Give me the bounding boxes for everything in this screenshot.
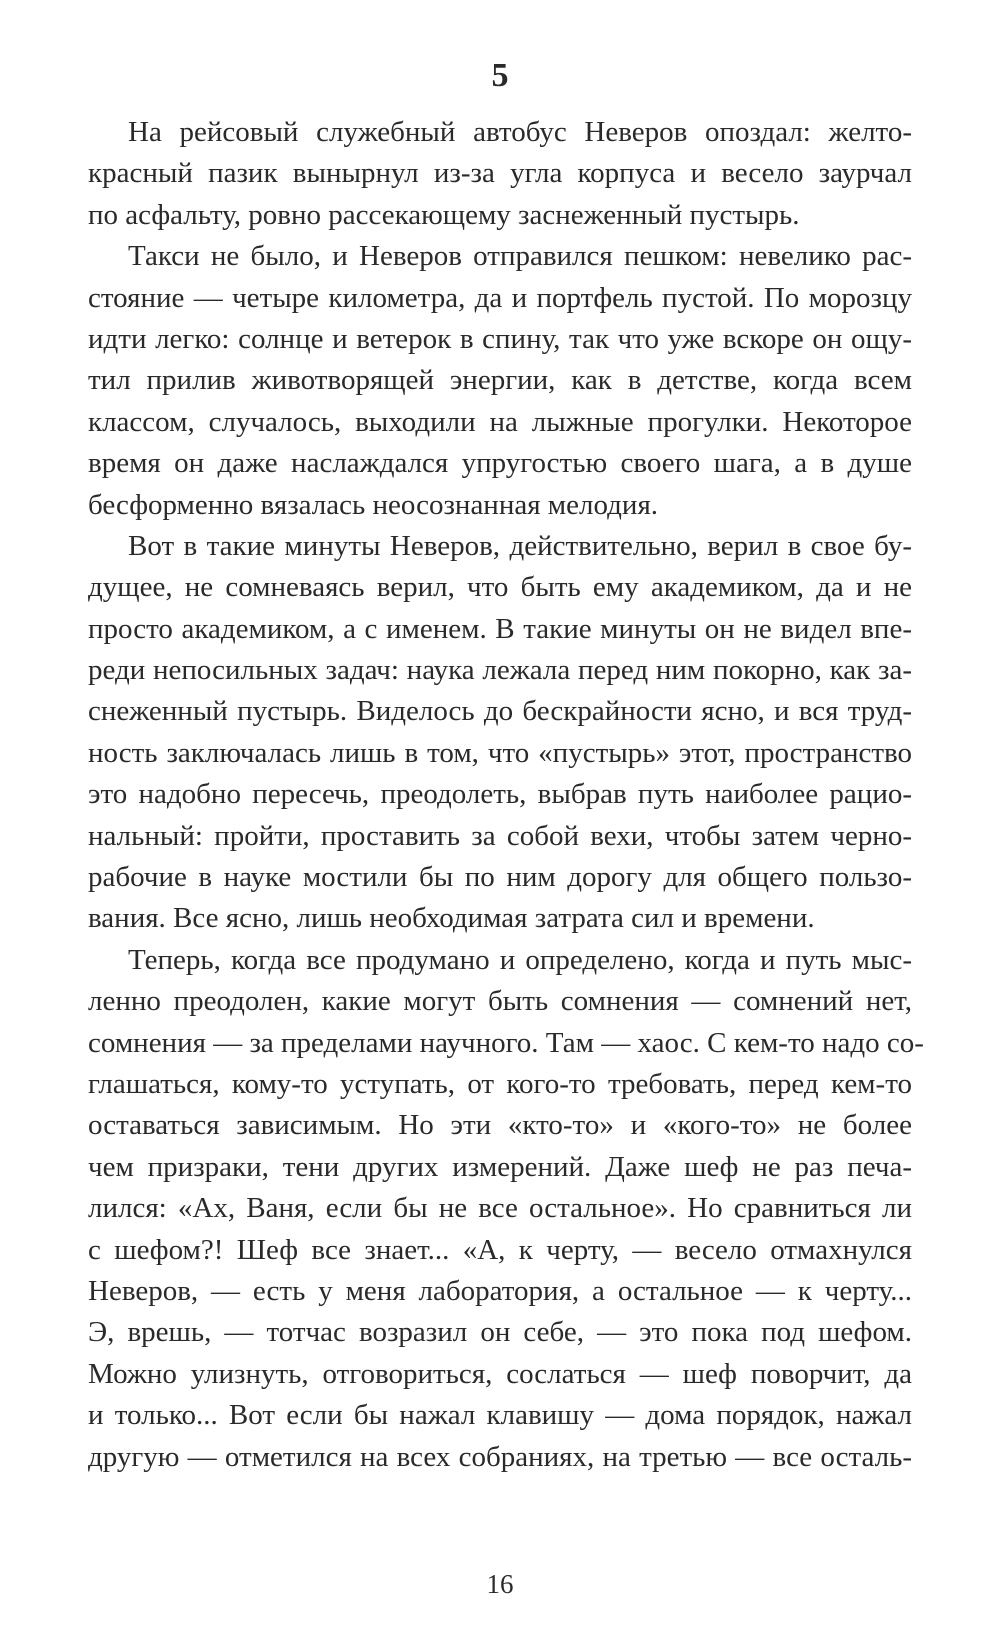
text-line: ленно преодолен, какие могут быть сомнения — сомнений нет, xyxy=(88,985,912,1018)
page-number: 16 xyxy=(486,1569,514,1599)
text-line: вания. Все ясно, лишь необходимая затрата сил и времени. xyxy=(88,902,815,935)
text-line: с шефом?! Шеф все знает... «А, к черту, — весело отмахнулся xyxy=(88,1233,912,1266)
text-line: лился: «Ах, Ваня, если бы не все остальное». Но сравниться ли xyxy=(88,1192,912,1225)
text-line: Неверов, — есть у меня лаборатория, а остальное — к черту... xyxy=(88,1274,912,1307)
text-line: чем призраки, тени других измерений. Даже шеф не раз печа- xyxy=(88,1150,912,1183)
text-line: ность заключалась лишь в том, что «пустырь» этот, пространство xyxy=(88,736,912,769)
text-line: Вот в такие минуты Неверов, действительно, верил в свое бу- xyxy=(128,529,912,562)
text-line: нальный: пройти, проставить за собой вехи, чтобы затем черно- xyxy=(88,819,912,852)
text-line: стояние — четыре километра, да и портфель пустой. По морозцу xyxy=(88,281,912,314)
chapter-number: 5 xyxy=(491,57,509,94)
text-line: оставаться зависимым. Но эти «кто-то» и «кого-то» не более xyxy=(88,1109,912,1142)
text-line: идти легко: солнце и ветерок в спину, так что уже вскоре он ощу- xyxy=(88,322,912,355)
text-line: реди непосильных задач: наука лежала перед ним покорно, как за- xyxy=(88,654,912,687)
text-line: классом, случалось, выходили на лыжные прогулки. Некоторое xyxy=(88,405,912,438)
text-line: и только... Вот если бы нажал клавишу — дома порядок, нажал xyxy=(88,1399,912,1432)
text-line: рабочие в науке мостили бы по ним дорогу для общего пользо- xyxy=(88,861,912,894)
paragraph xyxy=(88,112,912,236)
text-line: Э, врешь, — тотчас возразил он себе, — это пока под шефом. xyxy=(88,1316,912,1349)
text-line: На рейсовый служебный автобус Неверов опоздал: желто- xyxy=(128,116,912,148)
text-line: дущее, не сомневаясь верил, что быть ему академиком, да и не xyxy=(88,571,912,604)
text-line: другую — отметился на всех собраниях, на третью — все осталь- xyxy=(88,1440,912,1473)
text-line: Такси не было, и Неверов отправился пешком: невелико рас- xyxy=(128,240,912,273)
text-line: Можно улизнуть, отговориться, сослаться — шеф поворчит, да xyxy=(88,1357,912,1390)
text-line: просто академиком, а с именем. В такие минуты он не видел впе- xyxy=(88,612,912,645)
text-line: снеженный пустырь. Виделось до бескрайности ясно, и вся труд- xyxy=(88,695,912,728)
text-line: Теперь, когда все продумано и определено, когда и путь мыс- xyxy=(128,943,912,976)
paragraph xyxy=(88,236,912,526)
text-line: время он даже наслаждался упругостью своего шага, а в душе xyxy=(88,447,912,480)
text-line: бесформенно вязалась неосознанная мелодия. xyxy=(88,488,659,521)
text-line: сомнения — за пределами научного. Там — хаос. С кем-то надо со- xyxy=(88,1026,924,1059)
body-text xyxy=(88,112,924,1478)
text-line: это надобно пересечь, преодолеть, выбрав путь наиболее рацио- xyxy=(88,778,912,811)
paragraph xyxy=(88,940,924,1478)
paragraph xyxy=(88,526,912,940)
text-line: тил прилив животворящей энергии, как в детстве, когда всем xyxy=(88,364,912,397)
text-line: по асфальту, ровно рассекающему заснеженный пустырь. xyxy=(88,198,800,231)
text-line: красный пазик вынырнул из-за угла корпуса и весело заурчал xyxy=(88,157,912,190)
text-line: глашаться, кому-то уступать, от кого-то требовать, перед кем-то xyxy=(88,1067,912,1100)
